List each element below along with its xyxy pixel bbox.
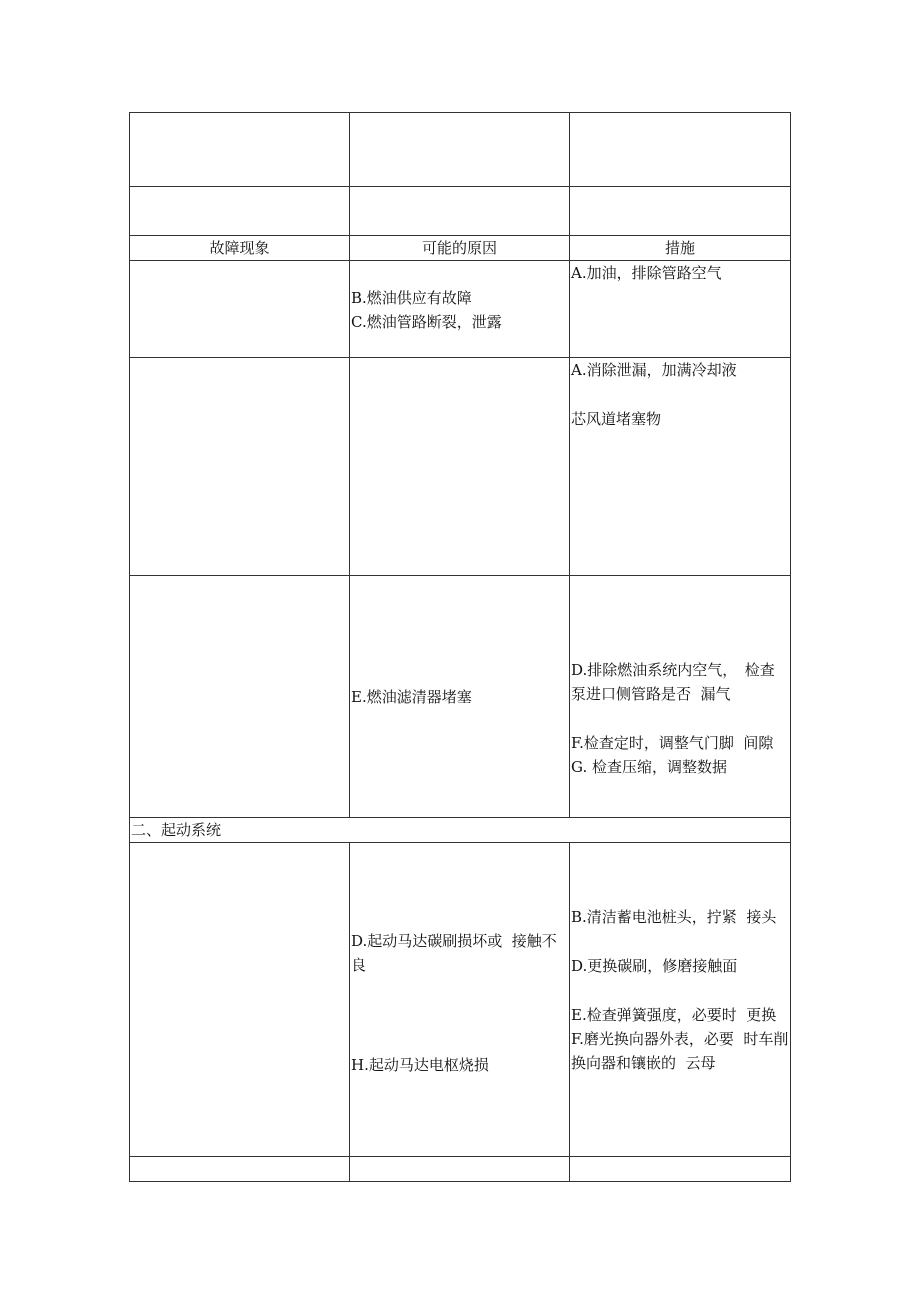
measure-cell: [570, 843, 791, 1157]
cause-cell: [350, 358, 570, 576]
cause-text: B.燃油供应有故障: [351, 289, 472, 307]
measure-text: A.加油，排除管路空气: [571, 264, 722, 282]
cause-cell: [350, 576, 570, 818]
measure-text: D.更换碳刷，修磨接触面: [571, 957, 738, 975]
table-row: [130, 187, 791, 236]
measure-text: A.消除泄漏，加满冷却液: [571, 361, 737, 379]
table-row: [130, 843, 791, 1157]
cause-cell: [350, 843, 570, 1157]
table-row: [130, 576, 791, 818]
measure-cell: [570, 261, 791, 358]
cause-text: D.起动马达碳刷损坏或 接触不良: [351, 932, 557, 974]
section-title: 二、起动系统: [130, 818, 791, 843]
table-cell: [570, 187, 791, 236]
measure-text: D.排除燃油系统内空气， 检查泵进口侧管路是否 漏气: [571, 661, 775, 703]
cause-text: C.燃油管路断裂，泄露: [351, 313, 502, 331]
table-row: [130, 113, 791, 187]
header-symptom: 故障现象: [130, 236, 350, 261]
measure-cell: [570, 358, 791, 576]
table-cell: [350, 113, 570, 187]
measure-text: B.清洁蓄电池桩头，拧紧 接头: [571, 908, 777, 926]
table-cell: [570, 113, 791, 187]
measure-text: F.检查定时，调整气门脚 间隙: [571, 734, 774, 752]
measure-text: E.检查弹簧强度，必要时 更换: [571, 1006, 777, 1024]
table-cell: [570, 1157, 791, 1182]
symptom-cell: [130, 358, 350, 576]
measure-text: 芯风道堵塞物: [571, 410, 662, 428]
table-cell: [130, 1157, 350, 1182]
table-cell: [350, 1157, 570, 1182]
header-row: [130, 236, 791, 261]
fault-table: [129, 112, 791, 1182]
section-row: [130, 818, 791, 843]
table-cell: [350, 187, 570, 236]
measure-cell: [570, 576, 791, 818]
cause-text: H.起动马达电枢烧损: [351, 1056, 489, 1074]
table-cell: [130, 113, 350, 187]
measure-text: G. 检查压缩，调整数据: [571, 758, 727, 776]
measure-text: F.磨光换向器外表，必要 时车削换向器和镶嵌的 云母: [571, 1030, 789, 1072]
symptom-cell: [130, 576, 350, 818]
table-row: [130, 1157, 791, 1182]
table-row: [130, 358, 791, 576]
cause-text: E.燃油滤清器堵塞: [351, 687, 472, 706]
cause-cell: [350, 261, 570, 358]
table-cell: [130, 187, 350, 236]
symptom-cell: [130, 843, 350, 1157]
header-measure: 措施: [570, 236, 791, 261]
symptom-cell: [130, 261, 350, 358]
header-cause: 可能的原因: [350, 236, 570, 261]
table-row: [130, 261, 791, 358]
